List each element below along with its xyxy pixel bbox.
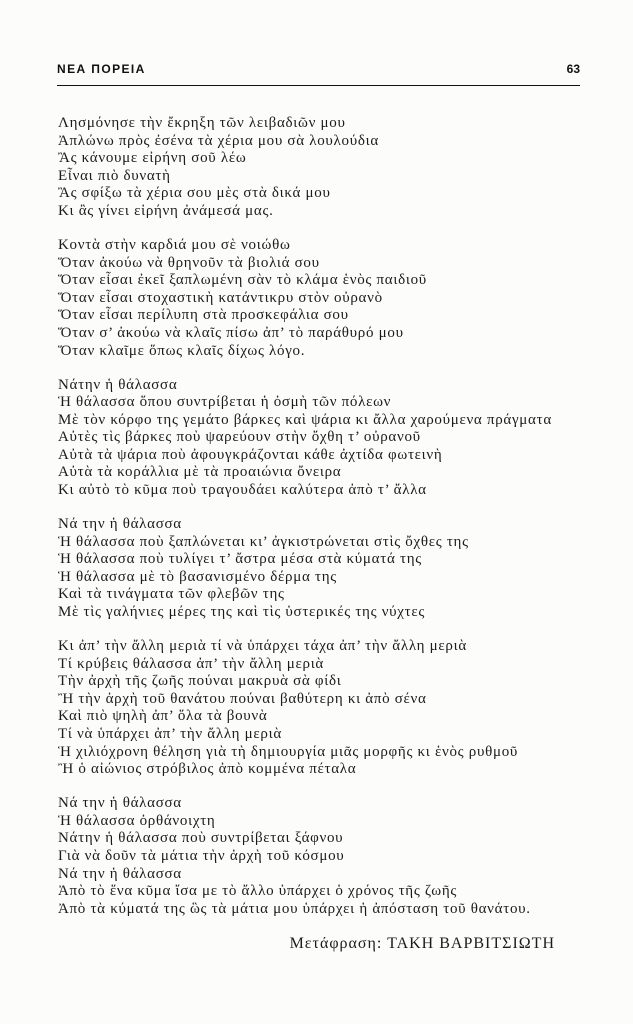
poem-line: Νάτην ἡ θάλασσα ποὺ συντρίβεται ξάφνου <box>58 830 344 847</box>
poem-line: Ἡ θάλασσα ὀρθάνοιχτη <box>58 812 216 829</box>
journal-title: ΝΕΑ ΠΟΡΕΙΑ <box>57 62 146 76</box>
poem-line: Ἡ θάλασσα ὅπου συντρίβεται ἡ ὀσμὴ τῶν πόλεων <box>58 394 392 411</box>
poem-line: Ἡ θάλασσα μὲ τὸ βασανισμένο δέρμα της <box>58 568 337 585</box>
poem-line: Κι αὐτὸ τὸ κῦμα ποὺ τραγουδάει καλύτερα ἀπὸ τ’ ἄλλα <box>58 482 427 499</box>
poem-line: Τί κρύβεις θάλασσα ἀπ’ τὴν ἄλλη μεριὰ <box>58 655 324 672</box>
poem-line: Αὐτὰ τὰ κοράλλια μὲ τὰ προαιώνια ὄνειρα <box>58 464 342 481</box>
poem-line: Αὐτὰ τὰ ψάρια ποὺ ἀφουγκράζονται κάθε ἀχτίδα φωτεινὴ <box>58 446 443 463</box>
poem-line: Τί νὰ ὑπάρχει ἀπ’ τὴν ἄλλη μεριὰ <box>58 725 282 742</box>
poem-line: Ἢ τὴν ἀρχὴ τοῦ θανάτου πούναι βαθύτερη κι ἀπὸ σένα <box>58 690 427 707</box>
poem-line: Αὐτὲς τὶς βάρκες ποὺ ψαρεύουν στὴν ὄχθη τ’ οὐρανοῦ <box>58 429 421 446</box>
poem-line: Ἡ θάλασσα ποὺ ξαπλώνεται κι’ ἀγκιστρώνεται στὶς ὄχθες της <box>58 533 469 550</box>
poem-line: Λησμόνησε τὴν ἔκρηξη τῶν λειβαδιῶν μου <box>58 115 346 131</box>
stanza <box>58 516 552 622</box>
poem-line: Ἀπὸ τὰ κύματά της ὣς τὰ μάτια μου ὑπάρχει ἡ ἀπόσταση τοῦ θανάτου. <box>58 900 531 917</box>
poem-line: Κι ἀπ’ τὴν ἄλλη μεριὰ τί νὰ ὑπάρχει τάχα ἀπ’ τὴν ἄλλη μεριὰ <box>58 638 467 654</box>
poem-line: Ὅταν εἶσαι περίλυπη στὰ προσκεφάλια σου <box>58 307 349 324</box>
poem-line: Μὲ τὶς γαλήνιες μέρες της καὶ τὶς ὑστερικές της νύχτες <box>58 604 426 621</box>
poem-line: Νάτην ἡ θάλασσα <box>58 376 178 393</box>
poem-line: Ὅταν κλαῖμε ὅπως κλαῖς δίχως λόγο. <box>58 342 306 359</box>
translator-name: ΤΑΚΗ ΒΑΡΒΙΤΣΙΩΤΗ <box>387 935 555 952</box>
poem-line: Ἡ χιλιόχρονη θέληση γιὰ τὴ δημιουργία μιᾶς μορφῆς κι ἑνὸς ρυθμοῦ <box>58 743 519 760</box>
poem-line: Ὅταν σ’ ἀκούω νὰ κλαῖς πίσω ἀπ’ τὸ παράθυρό μου <box>58 324 404 341</box>
poem-line: Τὴν ἀρχὴ τῆς ζωῆς πούναι μακρυὰ σὰ φίδι <box>58 673 342 690</box>
header-rule <box>57 85 580 86</box>
poem-line: Νά την ἡ θάλασσα <box>58 865 182 882</box>
poem-line: Ἡ θάλασσα ποὺ τυλίγει τ’ ἄστρα μέσα στὰ κύματά της <box>58 551 422 568</box>
stanza <box>58 638 552 779</box>
poem-line: Νά την ἡ θάλασσα <box>58 795 182 812</box>
poem-line: Εἶναι πιὸ δυνατὴ <box>58 167 171 184</box>
poem-line: Νά την ἡ θάλασσα <box>58 516 182 533</box>
translator-credit <box>290 935 555 953</box>
poem-line: Ἀπλώνω πρὸς ἐσένα τὰ χέρια μου σὰ λουλούδια <box>58 132 379 149</box>
stanza <box>58 377 552 500</box>
poem <box>58 115 552 935</box>
poem-line: Καὶ τὰ τινάγματα τῶν φλεβῶν της <box>58 586 285 603</box>
stanza <box>58 795 552 918</box>
poem-line: Ἂς σφίξω τὰ χέρια σου μὲς στὰ δικά μου <box>58 185 331 202</box>
poem-line: Μὲ τὸν κόρφο της γεμάτο βάρκες καὶ ψάρια κι ἄλλα χαρούμενα πράγματα <box>58 411 552 428</box>
poem-line: Ἢ ὁ αἰώνιος στρόβιλος ἀπὸ κομμένα πέταλα <box>58 761 357 778</box>
poem-line: Κι ἂς γίνει εἰρήνη ἀνάμεσά μας. <box>58 202 274 219</box>
poem-line: Καὶ πιὸ ψηλὴ ἀπ’ ὅλα τὰ βουνὰ <box>58 708 268 725</box>
poem-line: Ἂς κάνουμε εἰρήνη σοῦ λέω <box>58 150 247 167</box>
stanza <box>58 237 552 360</box>
stanza <box>58 115 552 221</box>
poem-line: Ὅταν εἶσαι ἐκεῖ ξαπλωμένη σὰν τὸ κλάμα ἑνὸς παιδιοῦ <box>58 272 427 289</box>
poem-line: Ἀπὸ τὸ ἕνα κῦμα ἴσα με τὸ ἄλλο ὑπάρχει ὁ χρόνος τῆς ζωῆς <box>58 883 458 900</box>
poem-line: Ὅταν εἶσαι στοχαστικὴ κατάντικρυ στὸν οὐρανὸ <box>58 289 383 306</box>
poem-line: Ὅταν ἀκούω νὰ θρηνοῦν τὰ βιολιά σου <box>58 254 320 271</box>
page-number: 63 <box>566 62 580 76</box>
poem-line: Γιὰ νὰ δοῦν τὰ μάτια τὴν ἀρχὴ τοῦ κόσμου <box>58 847 345 864</box>
poem-line: Κοντὰ στὴν καρδιά μου σὲ νοιώθω <box>58 236 291 253</box>
credit-label: Μετάφραση: <box>289 935 383 952</box>
